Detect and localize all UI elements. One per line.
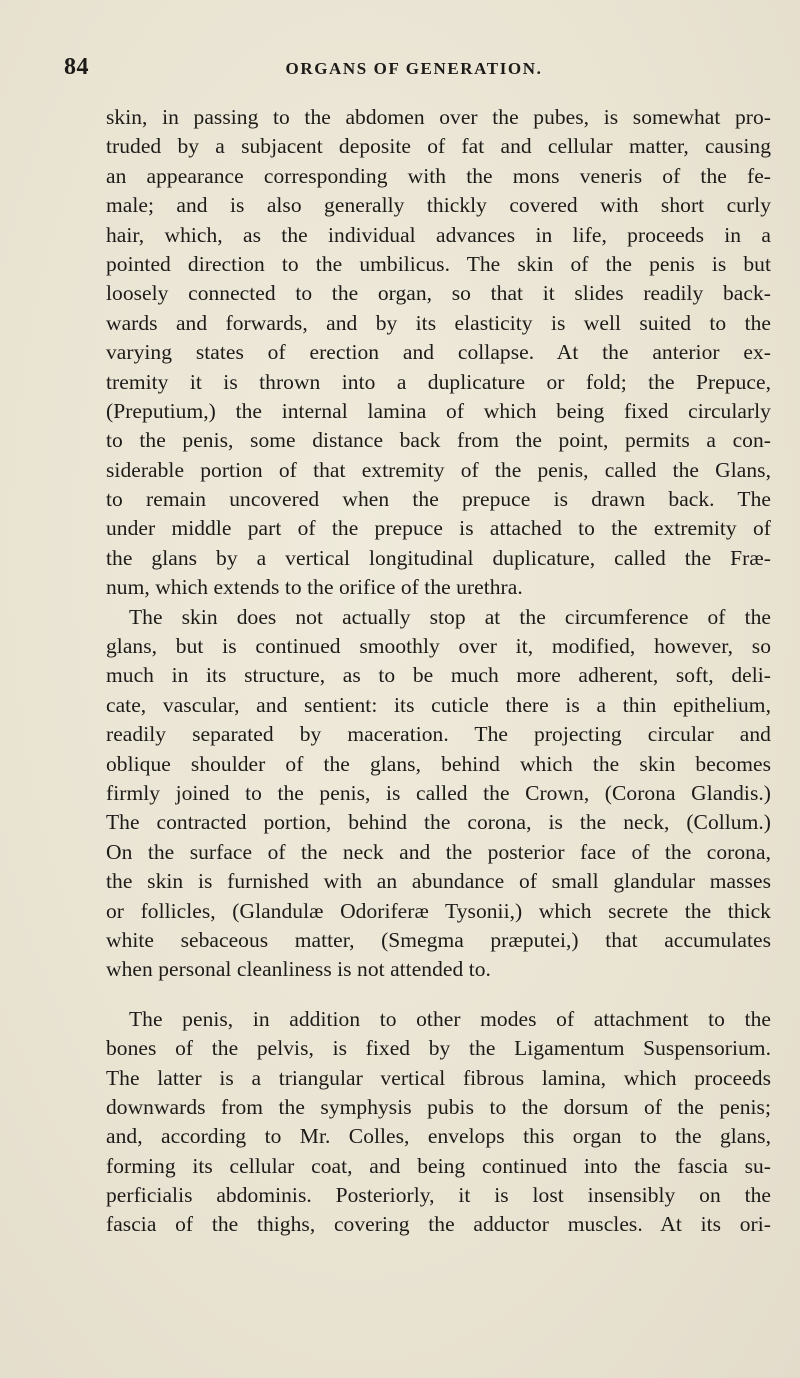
text-line: male; and is also generally thickly covered with short curly bbox=[106, 193, 771, 218]
text-line: cate, vascular, and sentient: its cuticle there is a thin epithelium, bbox=[106, 692, 771, 717]
page-number: 84 bbox=[64, 54, 89, 80]
paragraph-1 bbox=[106, 103, 771, 603]
page-header bbox=[64, 54, 764, 84]
running-head: ORGANS OF GENERATION. bbox=[285, 59, 543, 78]
text-line: to remain uncovered when the prepuce is drawn back. The bbox=[106, 487, 771, 512]
text-line: The contracted portion, behind the corona, is the neck, (Collum.) bbox=[106, 810, 771, 835]
text-line: the glans by a vertical longitudinal duplicature, called the Fræ- bbox=[106, 545, 771, 570]
text-line: The skin does not actually stop at the circumference of the bbox=[129, 604, 771, 629]
text-line: forming its cellular coat, and being continued into the fascia su- bbox=[106, 1153, 771, 1178]
text-line: tremity it is thrown into a duplicature or fold; the Prepuce, bbox=[106, 369, 771, 394]
text-line: The latter is a triangular vertical fibrous lamina, which proceeds bbox=[106, 1065, 771, 1090]
text-line: loosely connected to the organ, so that it slides readily back- bbox=[106, 281, 771, 306]
text-line: the skin is furnished with an abundance of small glandular masses bbox=[106, 869, 771, 894]
text-line: wards and forwards, and by its elasticity is well suited to the bbox=[106, 310, 771, 335]
text-line: white sebaceous matter, (Smegma præputei,) that accumulates bbox=[106, 927, 771, 952]
paragraph-2 bbox=[106, 603, 771, 985]
text-line: or follicles, (Glandulæ Odoriferæ Tysonii,) which secrete the thick bbox=[106, 898, 771, 923]
text-line: glans, but is continued smoothly over it, modified, however, so bbox=[106, 634, 771, 659]
text-line: readily separated by maceration. The projecting circular and bbox=[106, 722, 771, 747]
text-line: perficialis abdominis. Posteriorly, it is lost insensibly on the bbox=[106, 1183, 771, 1208]
text-line: to the penis, some distance back from the point, permits a con- bbox=[106, 428, 771, 453]
text-line: truded by a subjacent deposite of fat and cellular matter, causing bbox=[106, 134, 771, 159]
text-line: downwards from the symphysis pubis to the dorsum of the penis; bbox=[106, 1094, 771, 1119]
text-line: (Preputium,) the internal lamina of which being fixed circularly bbox=[106, 398, 771, 423]
text-line: firmly joined to the penis, is called the Crown, (Corona Glandis.) bbox=[106, 780, 771, 805]
text-line: fascia of the thighs, covering the adductor muscles. At its ori- bbox=[106, 1212, 771, 1237]
body-text bbox=[106, 103, 771, 1240]
text-line: bones of the pelvis, is fixed by the Ligamentum Suspensorium. bbox=[106, 1036, 771, 1061]
text-line: oblique shoulder of the glans, behind which the skin becomes bbox=[106, 751, 771, 776]
text-line: varying states of erection and collapse. At the anterior ex- bbox=[106, 340, 771, 365]
text-line: On the surface of the neck and the posterior face of the corona, bbox=[106, 839, 771, 864]
text-line: under middle part of the prepuce is attached to the extremity of bbox=[106, 516, 771, 541]
text-line: pointed direction to the umbilicus. The skin of the penis is but bbox=[106, 251, 771, 276]
text-line: and, according to Mr. Colles, envelops this organ to the glans, bbox=[106, 1124, 771, 1149]
paragraph-3 bbox=[106, 1005, 771, 1240]
paragraph-gap bbox=[106, 985, 771, 1005]
text-line: an appearance corresponding with the mons veneris of the fe- bbox=[106, 163, 771, 188]
text-line: hair, which, as the individual advances in life, proceeds in a bbox=[106, 222, 771, 247]
text-line: much in its structure, as to be much more adherent, soft, deli- bbox=[106, 663, 771, 688]
text-line: skin, in passing to the abdomen over the pubes, is somewhat pro- bbox=[106, 105, 771, 129]
text-line: siderable portion of that extremity of the penis, called the Glans, bbox=[106, 457, 771, 482]
text-line: The penis, in addition to other modes of attachment to the bbox=[129, 1006, 771, 1031]
text-line: num, which extends to the orifice of the urethra. bbox=[106, 575, 523, 600]
text-line: when personal cleanliness is not attended to. bbox=[106, 957, 491, 982]
